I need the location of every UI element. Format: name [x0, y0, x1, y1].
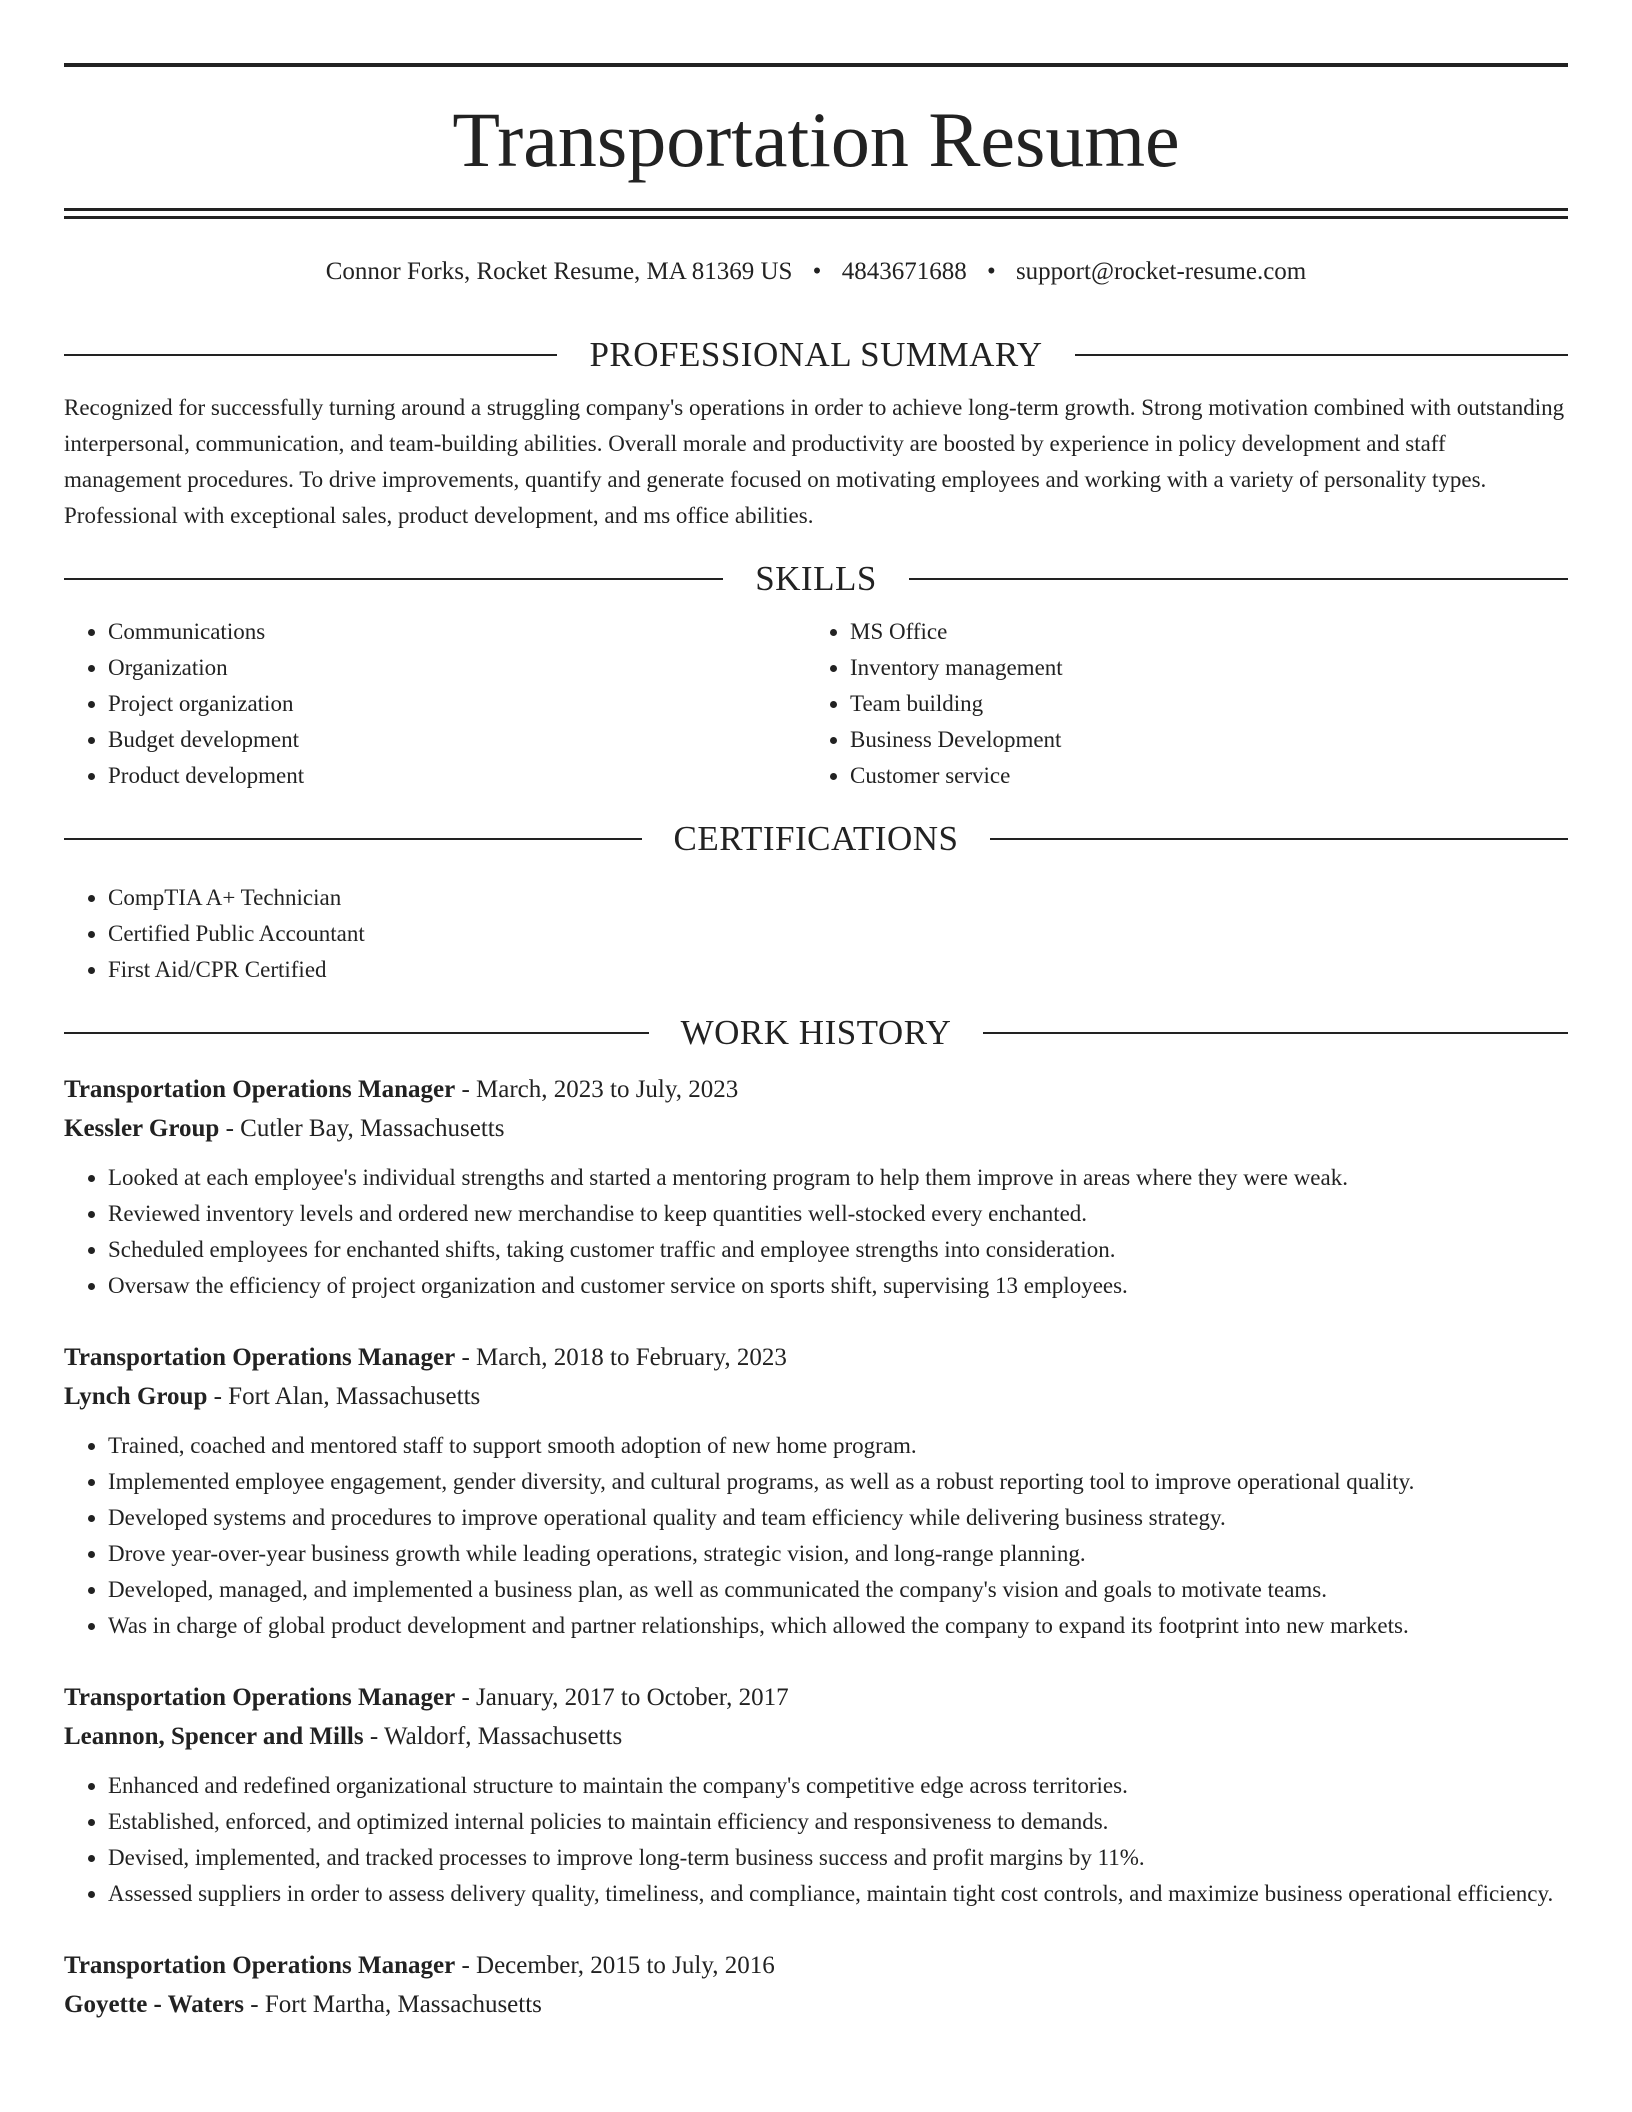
contact-separator: • [986, 258, 996, 285]
job-bullet: • Oversaw the efficiency of project organization and customer service on sports shift, supervising 13 employees. [108, 1268, 1568, 1304]
job-company: Leannon, Spencer and Mills [64, 1723, 364, 1750]
skill-item: • MS Office [850, 614, 1548, 650]
job-title-line [64, 1946, 1568, 1985]
job-company-line [64, 1377, 1568, 1416]
skill-item: • Customer service [850, 758, 1548, 794]
section-title: PROFESSIONAL SUMMARY [589, 335, 1043, 374]
job-company: Kessler Group [64, 1115, 220, 1142]
section-rule [64, 354, 557, 356]
job-company-line [64, 1109, 1568, 1148]
section-header-work [64, 1008, 1568, 1058]
job-bullet: • Established, enforced, and optimized internal policies to maintain efficiency and responsiveness to demands. [108, 1804, 1568, 1840]
skills-column-left [64, 614, 806, 794]
job-dates: - March, 2018 to February, 2023 [455, 1344, 787, 1371]
job-bullet: • Drove year-over-year business growth while leading operations, strategic vision, and long-range planning. [108, 1536, 1568, 1572]
skill-item: • Project organization [108, 686, 806, 722]
section-header-certifications [64, 814, 1568, 864]
job-bullet: • Assessed suppliers in order to assess delivery quality, timeliness, and compliance, maintain tight cost controls, and maximize business operational efficiency. [108, 1876, 1568, 1912]
job-company-line [64, 1717, 1568, 1756]
skill-item: • Communications [108, 614, 806, 650]
job-title: Transportation Operations Manager [64, 1344, 456, 1371]
job-bullet: • Devised, implemented, and tracked processes to improve long-term business success and profit margins by 11%. [108, 1840, 1568, 1876]
job-entry [64, 1678, 1568, 1912]
job-entry [64, 1946, 1568, 2024]
job-title-line [64, 1678, 1568, 1717]
contact-email: support@rocket-resume.com [1015, 258, 1307, 285]
section-rule [909, 578, 1568, 580]
job-entry [64, 1070, 1568, 1304]
contact-address: Connor Forks, Rocket Resume, MA 81369 US [325, 258, 793, 285]
job-bullet: • Reviewed inventory levels and ordered new merchandise to keep quantities well-stocked every enchanted. [108, 1196, 1568, 1232]
job-bullet: • Implemented employee engagement, gender diversity, and cultural programs, as well as a robust reporting tool to improve operational quality. [108, 1464, 1568, 1500]
certification-item: • CompTIA A+ Technician [108, 880, 1568, 916]
job-bullet: • Trained, coached and mentored staff to support smooth adoption of new home program. [108, 1428, 1568, 1464]
page-title: Transportation Resume [452, 96, 1180, 183]
job-location: - Waldorf, Massachusetts [363, 1723, 623, 1750]
job-bullet: • Enhanced and redefined organizational structure to maintain the company's competitive edge across territories. [108, 1768, 1568, 1804]
skill-item: • Budget development [108, 722, 806, 758]
job-bullet: • Looked at each employee's individual strengths and started a mentoring program to help them improve in areas where they were weak. [108, 1160, 1568, 1196]
certification-item: • Certified Public Accountant [108, 916, 1568, 952]
skills-list-right [806, 614, 1548, 794]
section-header-summary [64, 330, 1568, 380]
job-title: Transportation Operations Manager [64, 1952, 456, 1979]
job-bullet: • Scheduled employees for enchanted shifts, taking customer traffic and employee strengths into consideration. [108, 1232, 1568, 1268]
job-dates: - January, 2017 to October, 2017 [455, 1684, 789, 1711]
section-rule [64, 838, 642, 840]
job-title-line [64, 1070, 1568, 1109]
resume-content [64, 330, 1568, 2024]
job-bullets [64, 1768, 1568, 1912]
job-title: Transportation Operations Manager [64, 1076, 456, 1103]
top-rule [64, 63, 1568, 67]
job-location: - Fort Martha, Massachusetts [244, 1991, 542, 2018]
skills-list-left [64, 614, 806, 794]
skill-item: • Business Development [850, 722, 1548, 758]
skill-item: • Product development [108, 758, 806, 794]
skill-item: • Inventory management [850, 650, 1548, 686]
title-rule-upper [64, 208, 1568, 211]
job-bullet: • Developed, managed, and implemented a business plan, as well as communicated the company's vision and goals to motivate teams. [108, 1572, 1568, 1608]
certification-item: • First Aid/CPR Certified [108, 952, 1568, 988]
section-rule [64, 578, 723, 580]
job-company: Goyette - Waters [64, 1991, 245, 2018]
job-entry [64, 1338, 1568, 1644]
skill-item: • Organization [108, 650, 806, 686]
skills-grid [64, 614, 1568, 794]
section-header-skills [64, 554, 1568, 604]
job-bullet: • Was in charge of global product development and partner relationships, which allowed the company to expand its footprint into new markets. [108, 1608, 1568, 1644]
contact-separator: • [812, 258, 822, 285]
section-title: SKILLS [755, 559, 877, 598]
title-rule-lower [64, 216, 1568, 219]
job-title-line [64, 1338, 1568, 1377]
job-company: Lynch Group [64, 1383, 208, 1410]
certifications-block [64, 880, 1568, 988]
job-bullet: • Developed systems and procedures to improve operational quality and team efficiency while delivering business strategy. [108, 1500, 1568, 1536]
job-bullets [64, 1160, 1568, 1304]
job-location: - Fort Alan, Massachusetts [207, 1383, 481, 1410]
job-title: Transportation Operations Manager [64, 1684, 456, 1711]
contact-line [64, 254, 1568, 290]
section-rule [1075, 354, 1568, 356]
job-dates: - December, 2015 to July, 2016 [455, 1952, 775, 1979]
section-rule [64, 1032, 649, 1034]
section-rule [990, 838, 1568, 840]
section-title: WORK HISTORY [680, 1013, 952, 1052]
skill-item: • Team building [850, 686, 1548, 722]
summary-paragraph: Recognized for successfully turning around a struggling company's operations in order to achieve long-term growth. Strong motivation combined with outstanding interpersonal, communication, and team-building abilities. Overall morale and productivity are boosted by experience in policy development and staff management procedures. To drive improvements, quantify and generate focused on motivating employees and working with a variety of personality types. Professional with exceptional sales, product development, and ms office abilities. [64, 395, 1565, 528]
job-location: - Cutler Bay, Massachusetts [219, 1115, 505, 1142]
section-rule [983, 1032, 1568, 1034]
job-bullets [64, 1428, 1568, 1644]
skills-column-right [806, 614, 1548, 794]
job-dates: - March, 2023 to July, 2023 [455, 1076, 739, 1103]
contact-phone: 4843671688 [841, 258, 967, 285]
certifications-list [64, 880, 1568, 988]
section-title: CERTIFICATIONS [673, 819, 959, 858]
job-company-line [64, 1985, 1568, 2024]
